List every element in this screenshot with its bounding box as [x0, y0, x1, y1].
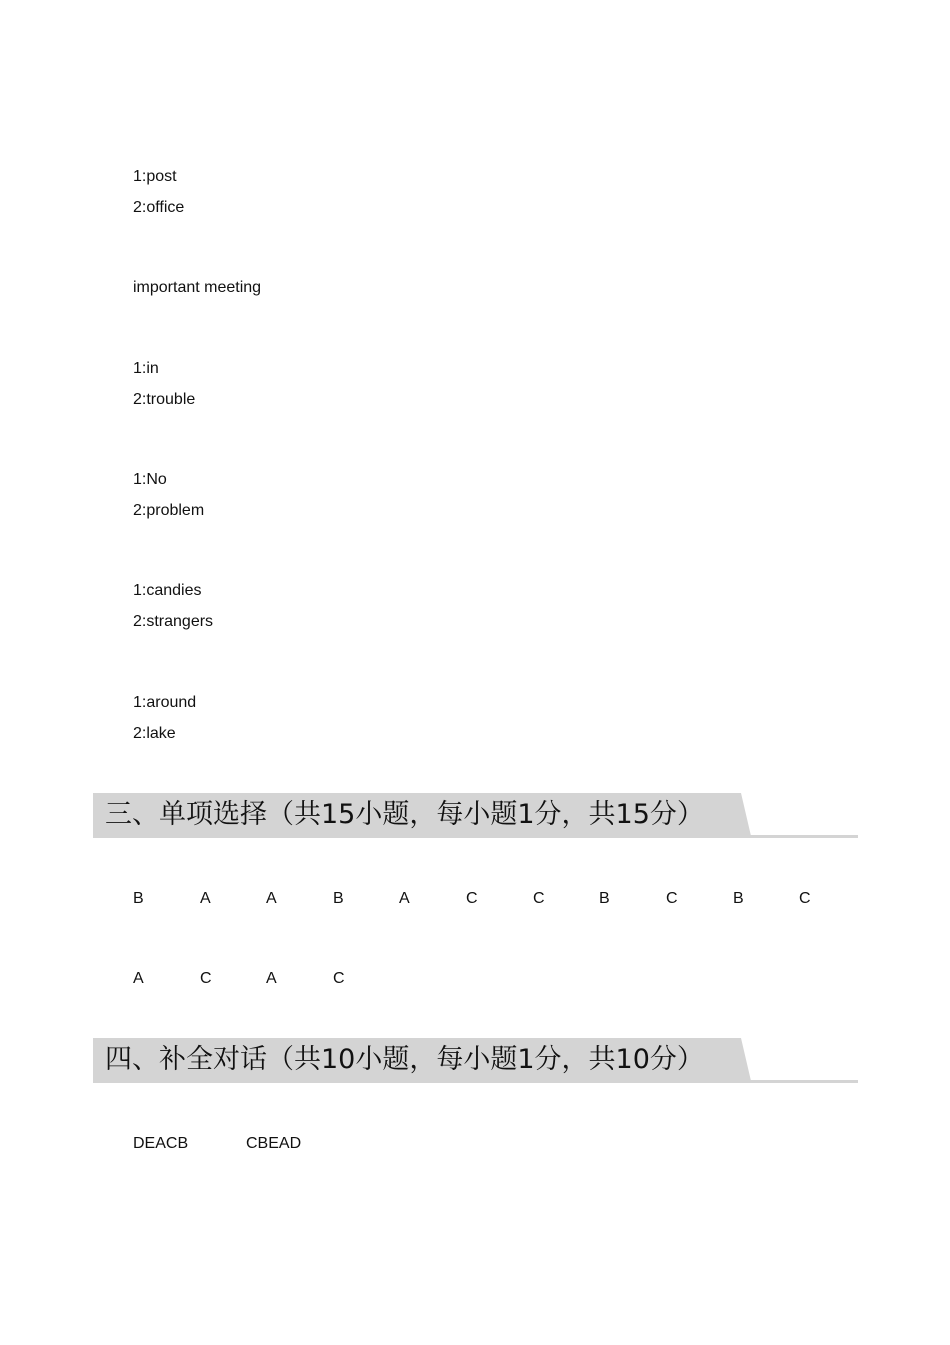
answer-line: 1:post: [133, 168, 177, 185]
choice-answer: B: [733, 890, 744, 907]
section-title: 四、补全对话（共10小题，每小题1分，共10分）: [105, 1044, 704, 1075]
choice-answer: C: [533, 890, 545, 907]
choice-answer: A: [399, 890, 410, 907]
answer-line: 2:problem: [133, 502, 205, 519]
answer-line: 2:office: [133, 199, 185, 216]
choice-answer: C: [333, 970, 345, 987]
choice-answer: A: [200, 890, 211, 907]
choice-answer: C: [666, 890, 678, 907]
choice-answer: A: [266, 970, 277, 987]
answer-line: 1:candies: [133, 582, 202, 599]
answer-line: important meeting: [133, 279, 262, 296]
choice-answer: C: [799, 890, 811, 907]
answer-line: 1:No: [133, 471, 167, 488]
answer-line: 2:lake: [133, 725, 176, 742]
choice-answer: C: [466, 890, 478, 907]
dialogue-answer: DEACB: [133, 1135, 189, 1152]
answer-line: 2:trouble: [133, 391, 196, 408]
answer-line: 2:strangers: [133, 613, 214, 630]
section-header-single-choice: [93, 793, 858, 839]
choice-answer: B: [333, 890, 344, 907]
choice-answer: B: [599, 890, 610, 907]
choice-answer: C: [200, 970, 212, 987]
section-header-rule: [93, 835, 858, 838]
section-title: 三、单项选择（共15小题，每小题1分，共15分）: [105, 799, 704, 830]
choice-answer: A: [266, 890, 277, 907]
choice-answer: A: [133, 970, 144, 987]
answer-line: 1:around: [133, 694, 197, 711]
section-header-dialogue: [93, 1038, 858, 1084]
dialogue-answer: CBEAD: [246, 1135, 302, 1152]
answer-line: 1:in: [133, 360, 159, 377]
choice-answer: B: [133, 890, 144, 907]
section-header-rule: [93, 1080, 858, 1083]
